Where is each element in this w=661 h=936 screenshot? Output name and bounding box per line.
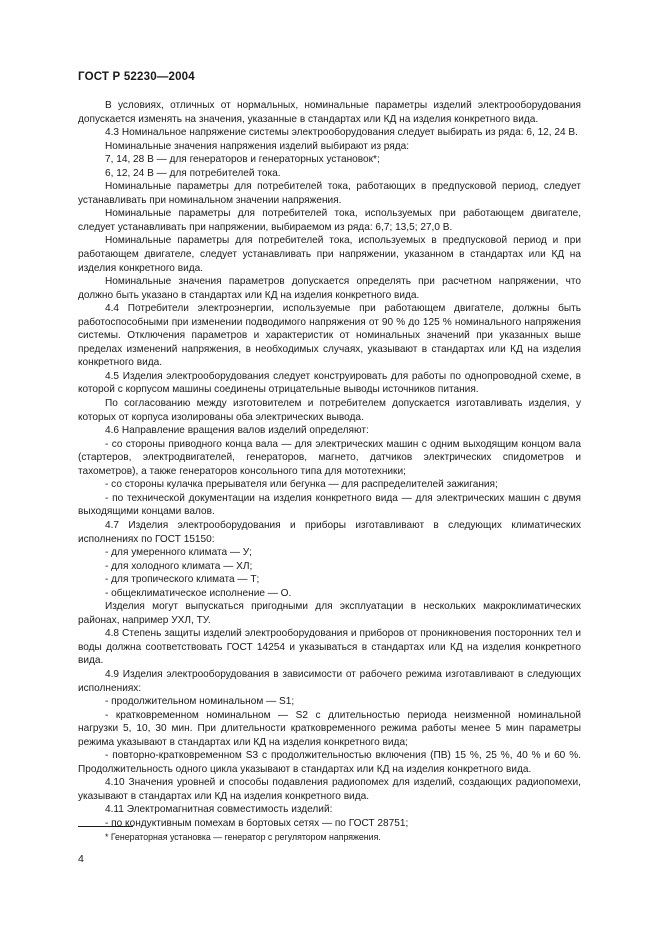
paragraph: 4.5 Изделия электрооборудования следует конструировать для работы по однопроводной схеме, в которой с корпусом машины соединены отрицательные выводы источников питания.	[78, 370, 581, 396]
paragraph: 4.10 Значения уровней и способы подавления радиопомех для изделий, создающих радиопомехи, указывают в стандартах или КД на изделия конкретного вида.	[78, 777, 581, 802]
paragraph: Номинальные параметры для потребителей тока, работающих в предпусковой период, следует устанавливать при номинальном значении напряжения.	[78, 181, 581, 206]
paragraph: 4.6 Направление вращения валов изделий определяют:	[105, 425, 369, 437]
list-item: - кратковременном номинальном — S2 с длительностью периода неизменной номинальной нагрузки 5, 10, 30 мин. При длительности кратковременного режима работы менее 5 мин параметры режима указывают в стандартах или КД на изделия конкретного вида;	[78, 709, 581, 748]
list-item: - для холодного климата — ХЛ;	[105, 560, 253, 572]
paragraph: 4.3 Номинальное напряжение системы электрооборудования следует выбирать из ряда: 6, 12, 24 В.	[105, 127, 578, 139]
list-item: - общеклиматическое исполнение — О.	[105, 587, 292, 599]
paragraph: Номинальные параметры для потребителей тока, используемых в предпусковой период и при работающем двигателе, следует устанавливать при напряжении, указанном в стандартах или КД на изделия конкретного вида.	[78, 235, 581, 274]
paragraph: Номинальные значения параметров допускается определять при расчетном напряжении, что должно быть указано в стандартах или КД на изделия конкретного вида.	[78, 276, 581, 301]
paragraph: 6, 12, 24 В — для потребителей тока.	[105, 167, 281, 179]
list-item: - для тропического климата — Т;	[105, 574, 260, 586]
paragraph: По согласованию между изготовителем и потребителем допускается изготавливать изделия, у которых от корпуса изолированы оба электрических вывода.	[78, 398, 581, 423]
footnote: * Генераторная установка — генератор с регулятором напряжения.	[105, 832, 381, 842]
paragraph: В условиях, отличных от нормальных, номинальные параметры изделий электрооборудования допускается изменять на значения, указанные в стандартах или КД на изделия конкретного вида.	[78, 100, 581, 125]
paragraph: 4.7 Изделия электрооборудования и приборы изготавливают в следующих климатических исполнениях по ГОСТ 15150:	[78, 519, 581, 545]
footnote-divider	[78, 826, 133, 827]
page-number: 4	[78, 853, 84, 865]
list-item: - по кондуктивным помехам в бортовых сетях — по ГОСТ 28751;	[105, 817, 409, 829]
paragraph: Номинальные значения напряжения изделий выбирают из ряда:	[105, 140, 410, 152]
paragraph: 4.8 Степень защиты изделий электрооборудования и приборов от проникновения посторонних тел и воды должна соответствовать ГОСТ 14254 и указываться в стандартах или КД на изделия конкретного вида.	[78, 628, 581, 667]
list-item: - со стороны приводного конца вала — для электрических машин с одним выходящим концом вала (стартеров, электродвигателей, генераторов, магнето, датчиков электрических спидометров и тахометров), а также генераторов консольного типа для мототехники;	[78, 438, 581, 477]
paragraph: 7, 14, 28 В — для генераторов и генераторных установок*;	[105, 154, 380, 166]
body-text	[78, 99, 581, 831]
paragraph: 4.9 Изделия электрооборудования в зависимости от рабочего режима изготавливают в следующих исполнениях:	[78, 668, 581, 694]
paragraph: 4.11 Электромагнитная совместимость изделий:	[105, 804, 333, 816]
list-item: - для умеренного климата — У;	[105, 547, 252, 559]
paragraph: 4.4 Потребители электроэнергии, используемые при работающем двигателе, должны быть работоспособными при изменении подводимого напряжения от 90 % до 125 % номинального напряжения системы. Отключения параметров и характеристик от номинальных значений при указанных выше пределах изменений напряжения, в необходимых случаях, указывают в стандартах или КД на изделия конкретного вида.	[78, 303, 581, 369]
paragraph: Номинальные параметры для потребителей тока, используемых при работающем двигателе, следует устанавливать при напряжении, выбираемом из ряда: 6,7; 13,5; 27,0 В.	[78, 208, 581, 233]
paragraph: Изделия могут выпускаться пригодными для эксплуатации в нескольких макроклиматических районах, например УХЛ, ТУ.	[78, 601, 581, 626]
list-item: - по технической документации на изделия конкретного вида — для электрических машин с двумя выходящими концами валов.	[78, 492, 581, 518]
document-header: ГОСТ Р 52230—2004	[78, 71, 195, 83]
list-item: - со стороны кулачка прерывателя или бегунка — для распределителей зажигания;	[105, 479, 498, 491]
list-item: - продолжительном номинальном — S1;	[105, 696, 295, 708]
list-item: - повторно-кратковременном S3 с продолжительностью включения (ПВ) 15 %, 25 %, 40 % и 60 %. Продолжительность одного цикла указывают в стандартах или КД на изделия конкретного вида.	[78, 750, 581, 775]
